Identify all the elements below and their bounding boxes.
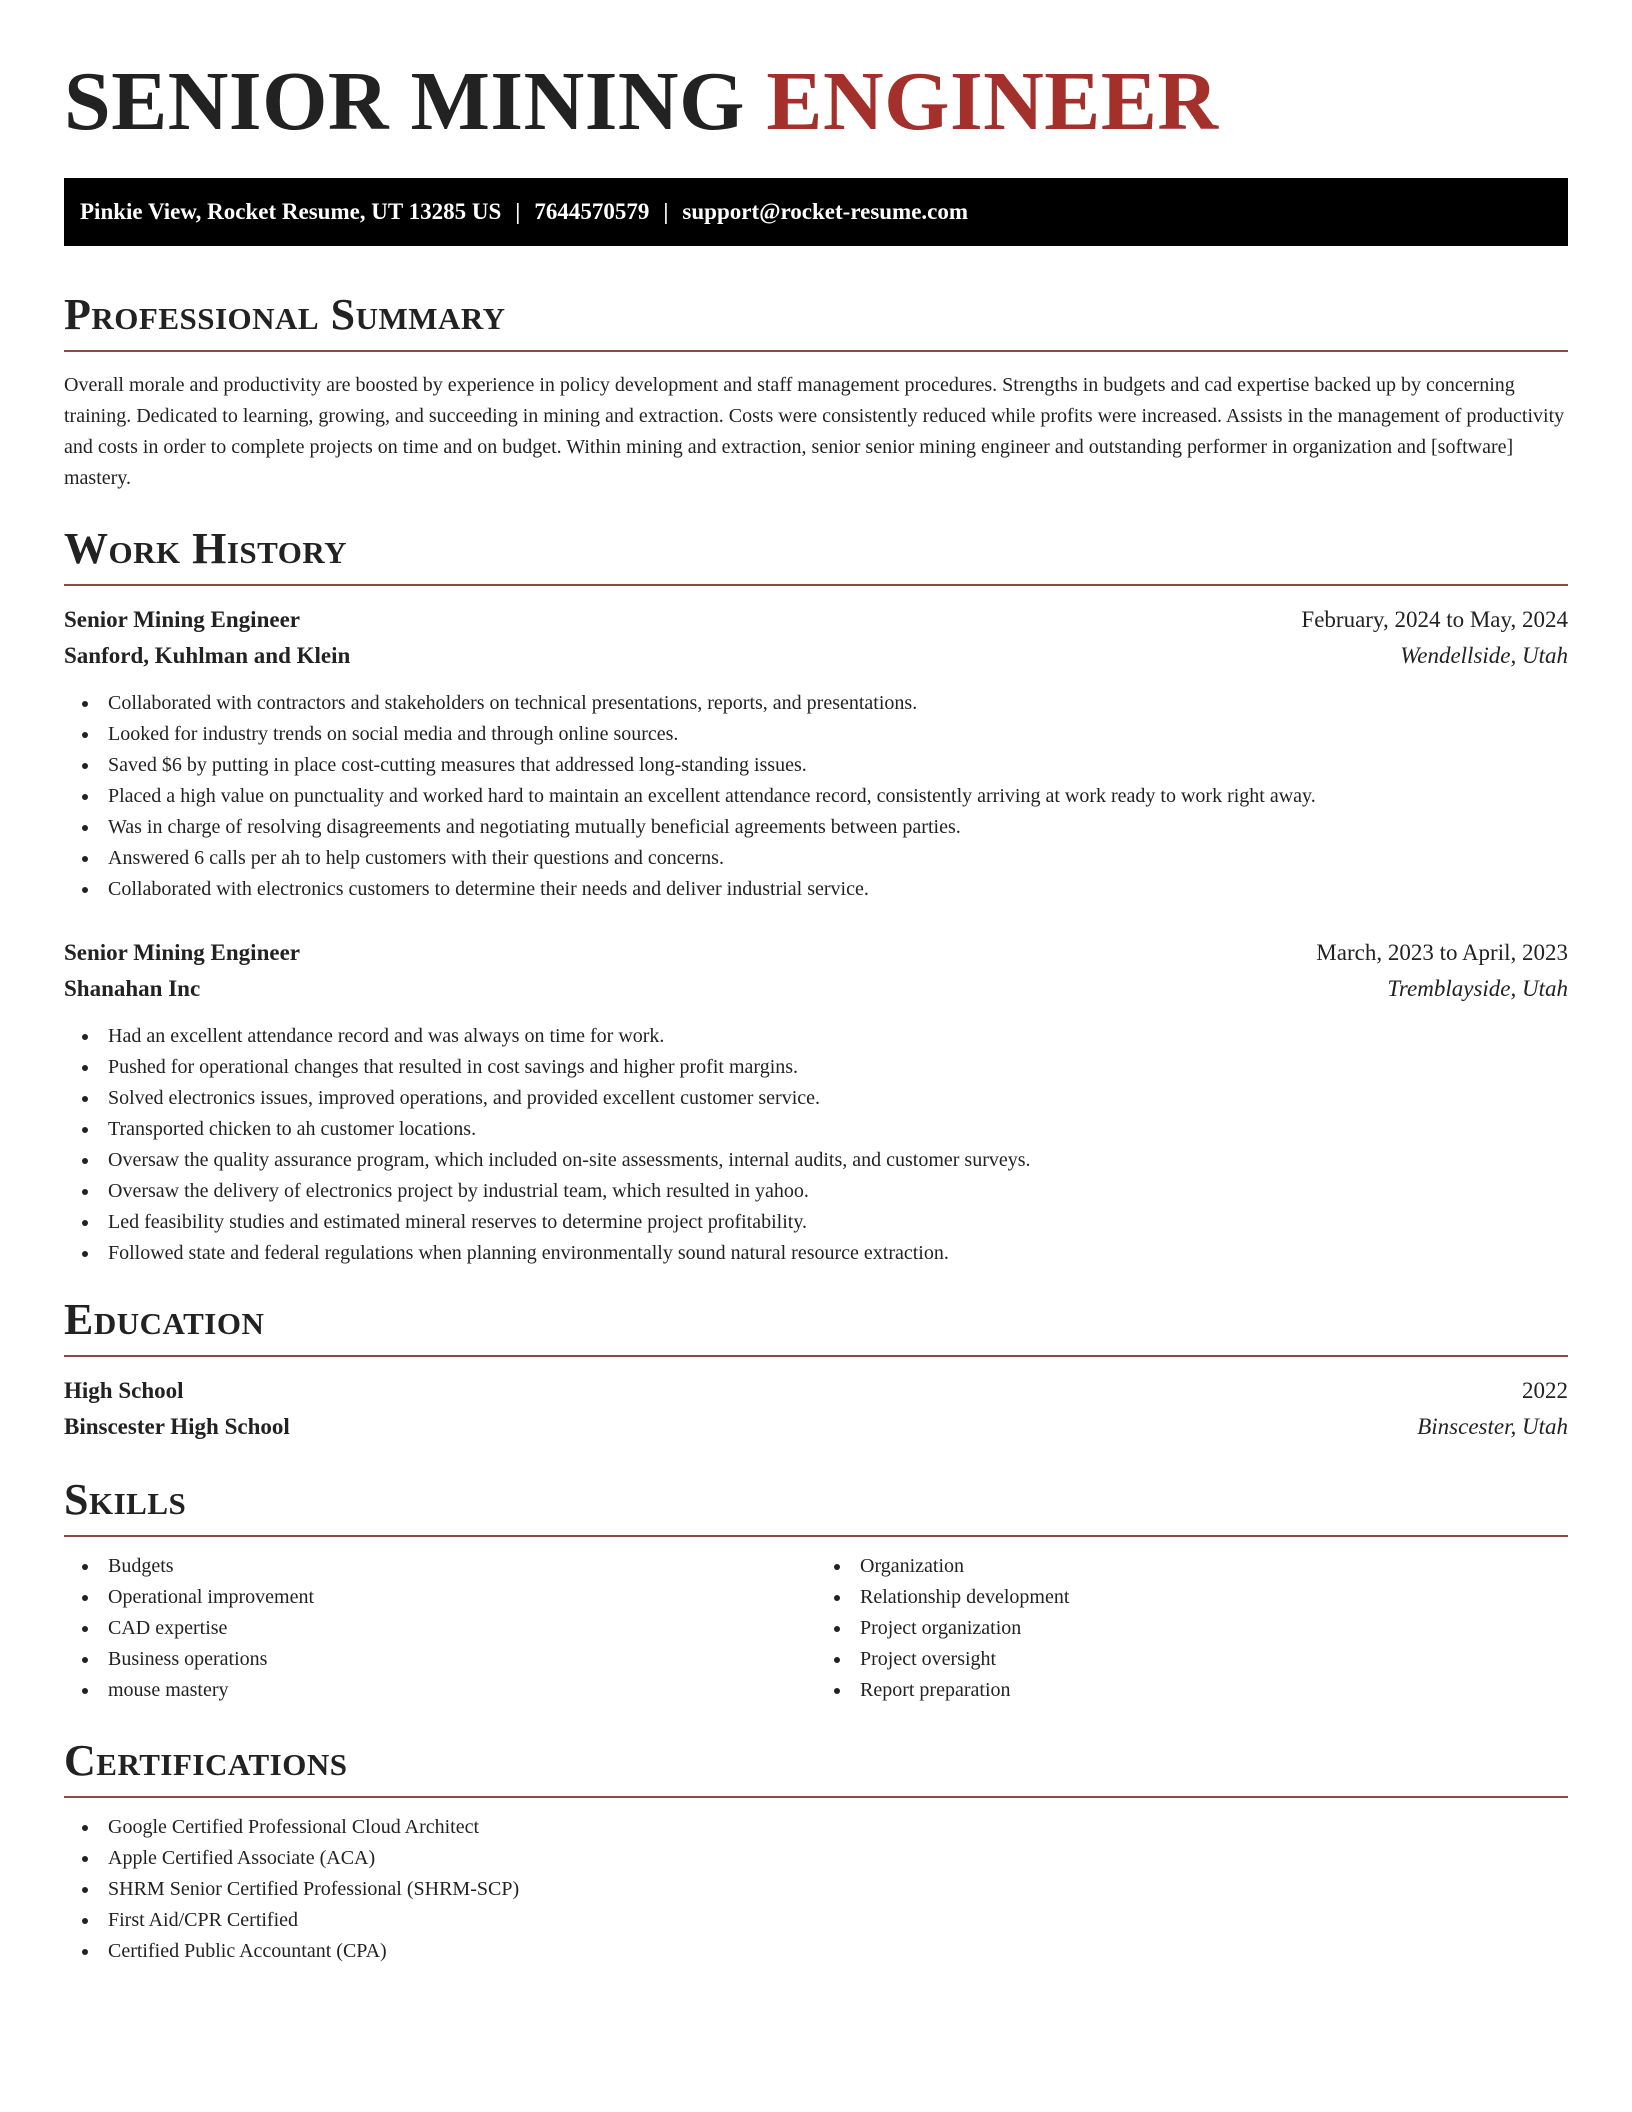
education-subheader	[64, 1409, 1568, 1445]
section-divider	[64, 350, 1568, 352]
list-item: CAD expertise	[108, 1613, 816, 1644]
list-item: Was in charge of resolving disagreements and negotiating mutually beneficial agreements between parties.	[108, 812, 1568, 843]
list-item: Collaborated with electronics customers to determine their needs and deliver industrial service.	[108, 874, 1568, 905]
job-bullets	[64, 688, 1568, 905]
list-item: Business operations	[108, 1644, 816, 1675]
list-item: Apple Certified Associate (ACA)	[108, 1843, 1568, 1874]
page-title	[64, 52, 1568, 152]
section-divider	[64, 584, 1568, 586]
job-subheader	[64, 638, 1568, 674]
section-divider	[64, 1535, 1568, 1537]
contact-separator: |	[663, 199, 669, 224]
certifications-list	[64, 1812, 1568, 1967]
section-heading: Certifications	[64, 1736, 348, 1785]
list-item: Collaborated with contractors and stakeholders on technical presentations, reports, and presentations.	[108, 688, 1568, 719]
section-heading: Professional Summary	[64, 290, 506, 339]
job-location: Wendellside, Utah	[1400, 643, 1568, 668]
education-header	[64, 1373, 1568, 1409]
education-degree: High School	[64, 1378, 184, 1403]
job-location: Tremblayside, Utah	[1387, 976, 1568, 1001]
job-dates: March, 2023 to April, 2023	[1316, 940, 1568, 965]
job-header	[64, 935, 1568, 971]
skills-section	[64, 1475, 1568, 1706]
list-item: Followed state and federal regulations when planning environmentally sound natural resource extraction.	[108, 1238, 1568, 1269]
skills-grid	[64, 1551, 1568, 1706]
list-item: mouse mastery	[108, 1675, 816, 1706]
list-item: Oversaw the delivery of electronics project by industrial team, which resulted in yahoo.	[108, 1176, 1568, 1207]
job-company: Sanford, Kuhlman and Klein	[64, 643, 351, 668]
summary-section	[64, 290, 1568, 494]
list-item: Answered 6 calls per ah to help customers with their questions and concerns.	[108, 843, 1568, 874]
skills-list-left	[64, 1551, 816, 1706]
contact-address: Pinkie View, Rocket Resume, UT 13285 US	[80, 199, 502, 224]
contact-phone: 7644570579	[534, 199, 650, 224]
contact-separator: |	[515, 199, 521, 224]
job-bullets	[64, 1021, 1568, 1269]
section-divider	[64, 1355, 1568, 1357]
list-item: Led feasibility studies and estimated mineral reserves to determine project profitability.	[108, 1207, 1568, 1238]
list-item: Oversaw the quality assurance program, which included on-site assessments, internal audits, and customer surveys.	[108, 1145, 1568, 1176]
job-subheader	[64, 971, 1568, 1007]
education-section	[64, 1295, 1568, 1445]
list-item: Looked for industry trends on social media and through online sources.	[108, 719, 1568, 750]
section-heading: Education	[64, 1295, 265, 1344]
work-section	[64, 524, 1568, 1269]
summary-text: Overall morale and productivity are boosted by experience in policy development and staff management procedures. Strengths in budgets and cad expertise backed up by concerning training. Dedicated to learning, growing, and succeeding in mining and extraction. Costs were consistently reduced while profits were increased. Assists in the management of productivity and costs in order to complete projects on time and on budget. Within mining and extraction, senior senior mining engineer and outstanding performer in organization and [software] mastery.	[64, 374, 1565, 489]
certifications-section	[64, 1736, 1568, 1967]
list-item: First Aid/CPR Certified	[108, 1905, 1568, 1936]
section-divider	[64, 1796, 1568, 1798]
list-item: Placed a high value on punctuality and worked hard to maintain an excellent attendance record, consistently arriving at work ready to work right away.	[108, 781, 1568, 812]
title-accent: ENGINEER	[766, 55, 1219, 148]
list-item: Saved $6 by putting in place cost-cutting measures that addressed long-standing issues.	[108, 750, 1568, 781]
job-entry	[64, 935, 1568, 1269]
job-company: Shanahan Inc	[64, 976, 201, 1001]
list-item: Solved electronics issues, improved operations, and provided excellent customer service.	[108, 1083, 1568, 1114]
title-main: SENIOR MINING	[64, 55, 745, 148]
list-item: Certified Public Accountant (CPA)	[108, 1936, 1568, 1967]
contact-email: support@rocket-resume.com	[682, 199, 969, 224]
list-item: SHRM Senior Certified Professional (SHRM-SCP)	[108, 1874, 1568, 1905]
contact-bar	[64, 178, 1568, 246]
section-heading: Skills	[64, 1475, 187, 1524]
list-item: Organization	[860, 1551, 1568, 1582]
education-location: Binscester, Utah	[1417, 1414, 1568, 1439]
list-item: Relationship development	[860, 1582, 1568, 1613]
education-school: Binscester High School	[64, 1414, 290, 1439]
list-item: Transported chicken to ah customer locations.	[108, 1114, 1568, 1145]
list-item: Report preparation	[860, 1675, 1568, 1706]
list-item: Project organization	[860, 1613, 1568, 1644]
list-item: Had an excellent attendance record and was always on time for work.	[108, 1021, 1568, 1052]
job-dates: February, 2024 to May, 2024	[1301, 607, 1568, 632]
list-item: Pushed for operational changes that resulted in cost savings and higher profit margins.	[108, 1052, 1568, 1083]
section-heading: Work History	[64, 524, 348, 573]
job-header	[64, 602, 1568, 638]
list-item: Google Certified Professional Cloud Architect	[108, 1812, 1568, 1843]
skills-list-right	[816, 1551, 1568, 1706]
list-item: Budgets	[108, 1551, 816, 1582]
job-title: Senior Mining Engineer	[64, 940, 300, 965]
education-entry	[64, 1373, 1568, 1445]
job-title: Senior Mining Engineer	[64, 607, 300, 632]
job-entry	[64, 602, 1568, 905]
education-year: 2022	[1522, 1378, 1568, 1403]
list-item: Operational improvement	[108, 1582, 816, 1613]
list-item: Project oversight	[860, 1644, 1568, 1675]
